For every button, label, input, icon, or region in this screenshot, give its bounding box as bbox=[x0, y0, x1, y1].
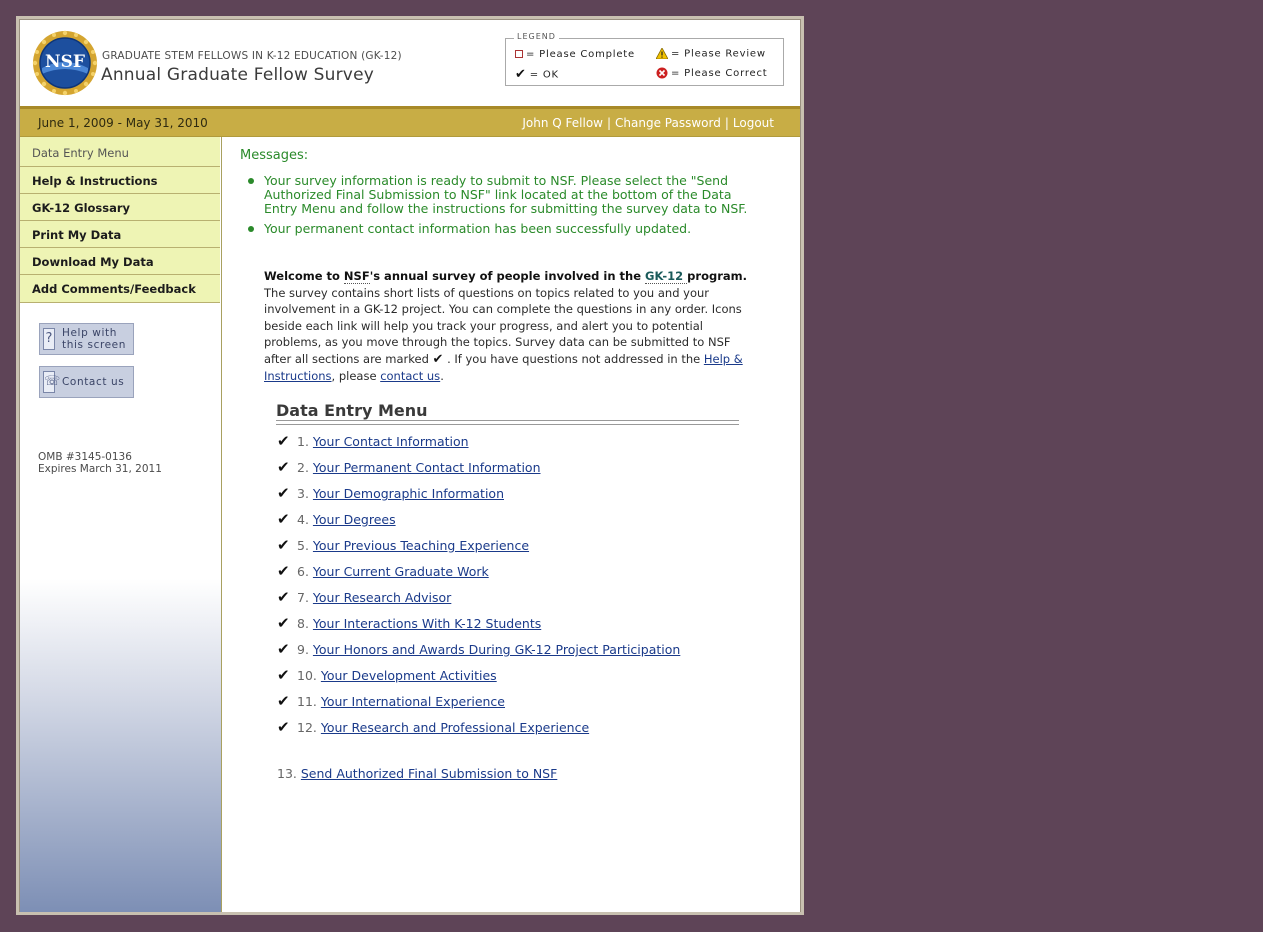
checkmark-icon: ✔ bbox=[277, 640, 290, 658]
gk12-abbr[interactable]: GK-12 bbox=[645, 269, 688, 283]
sidebar-item-print-data[interactable]: Print My Data bbox=[20, 221, 220, 248]
sidebar-menu-header: Data Entry Menu bbox=[20, 137, 220, 167]
logout-link[interactable]: Logout bbox=[732, 116, 774, 130]
page bbox=[19, 19, 801, 912]
final-submission-item: 13. Send Authorized Final Submission to NSF bbox=[277, 766, 558, 781]
phone-icon: ☏ bbox=[43, 371, 55, 393]
sidebar-item-comments-feedback[interactable]: Add Comments/Feedback bbox=[20, 275, 220, 303]
contact-information-link[interactable]: Your Contact Information bbox=[312, 434, 469, 449]
checkmark-icon: ✔ bbox=[277, 692, 290, 710]
graduate-work-link[interactable]: Your Current Graduate Work bbox=[312, 564, 489, 579]
header bbox=[20, 20, 800, 106]
contact-button-label: Contact us bbox=[62, 376, 125, 388]
question-icon: ? bbox=[43, 328, 55, 350]
final-submission-link[interactable]: Send Authorized Final Submission to NSF bbox=[300, 766, 558, 781]
sidebar-item-glossary[interactable]: GK-12 Glossary bbox=[20, 194, 220, 221]
bullet-icon bbox=[248, 178, 254, 184]
legend-please-complete: = Please Complete bbox=[515, 49, 635, 60]
checkmark-icon: ✔ bbox=[277, 536, 290, 554]
messages-title: Messages: bbox=[240, 148, 309, 163]
research-advisor-link[interactable]: Your Research Advisor bbox=[312, 590, 452, 605]
item-number: 11. Your International Experience bbox=[297, 694, 505, 709]
honors-awards-link[interactable]: Your Honors and Awards During GK-12 Project Participation bbox=[312, 642, 681, 657]
separator: | bbox=[607, 116, 612, 130]
checkmark-icon: ✔ bbox=[277, 432, 290, 450]
help-button-line1: Help with bbox=[62, 327, 117, 339]
intro-paragraph: Welcome to NSF's annual survey of people involved in the GK-12 program. The survey contains short lists of questions on topics related to you and your involvement in a GK-12 project. You can complete the questions in any order. Icons beside each link will help you track your progress, and alert you to potential problems, as you move through the topics. Survey data can be submitted to NSF after all sections are marked ✔ . If you have questions not addressed in the Help & Instructions, please contact us. bbox=[264, 269, 747, 383]
item-number: 5. Your Previous Teaching Experience bbox=[297, 538, 530, 553]
legend-box bbox=[505, 32, 784, 86]
checkmark-icon: ✔ bbox=[277, 562, 290, 580]
sidebar-item-download-data[interactable]: Download My Data bbox=[20, 248, 220, 275]
demographic-information-link[interactable]: Your Demographic Information bbox=[312, 486, 504, 501]
page-frame bbox=[16, 16, 804, 915]
contact-us-button[interactable] bbox=[39, 366, 134, 398]
item-number: 6. Your Current Graduate Work bbox=[297, 564, 489, 579]
empty-box-icon bbox=[515, 50, 523, 58]
item-number: 3. Your Demographic Information bbox=[297, 486, 504, 501]
teaching-experience-link[interactable]: Your Previous Teaching Experience bbox=[312, 538, 530, 553]
user-name-link[interactable]: John Q Fellow bbox=[522, 116, 603, 130]
intro-lead: Welcome to NSF's annual survey of people involved in the GK-12 program. bbox=[264, 269, 747, 283]
legend-please-correct: = Please Correct bbox=[656, 67, 768, 79]
k12-interactions-link[interactable]: Your Interactions With K-12 Students bbox=[312, 616, 542, 631]
degrees-link[interactable]: Your Degrees bbox=[312, 512, 396, 527]
warning-icon bbox=[656, 48, 668, 59]
data-entry-menu-title: Data Entry Menu bbox=[276, 401, 428, 420]
checkmark-icon: ✔ bbox=[277, 458, 290, 476]
page-title: Annual Graduate Fellow Survey bbox=[101, 65, 374, 85]
item-number: 2. Your Permanent Contact Information bbox=[297, 460, 541, 475]
checkmark-icon: ✔ bbox=[432, 351, 444, 367]
survey-period: June 1, 2009 - May 31, 2010 bbox=[38, 116, 208, 130]
item-number: 4. Your Degrees bbox=[297, 512, 396, 527]
message-item: Your permanent contact information has been successfully updated. bbox=[264, 222, 756, 236]
research-professional-link[interactable]: Your Research and Professional Experience bbox=[320, 720, 590, 735]
development-activities-link[interactable]: Your Development Activities bbox=[320, 668, 497, 683]
change-password-link[interactable]: Change Password bbox=[615, 116, 721, 130]
permanent-contact-link[interactable]: Your Permanent Contact Information bbox=[312, 460, 541, 475]
bullet-icon bbox=[248, 226, 254, 232]
legend-ok: ✔ = OK bbox=[515, 67, 559, 82]
help-button-line2: this screen bbox=[62, 339, 127, 351]
date-band bbox=[20, 106, 800, 137]
checkmark-icon: ✔ bbox=[277, 484, 290, 502]
item-number: 8. Your Interactions With K-12 Students bbox=[297, 616, 542, 631]
program-subtitle: GRADUATE STEM FELLOWS IN K-12 EDUCATION (GK-12) bbox=[102, 50, 402, 62]
checkmark-icon: ✔ bbox=[277, 666, 290, 684]
item-number: 9. Your Honors and Awards During GK-12 Project Participation bbox=[297, 642, 681, 657]
checkmark-icon: ✔ bbox=[277, 614, 290, 632]
checkmark-icon: ✔ bbox=[277, 588, 290, 606]
omb-info bbox=[38, 451, 162, 475]
logo-text: NSF bbox=[45, 52, 85, 72]
sidebar-item-help-instructions[interactable]: Help & Instructions bbox=[20, 167, 220, 194]
item-number: 7. Your Research Advisor bbox=[297, 590, 452, 605]
main-content bbox=[222, 137, 800, 912]
sidebar bbox=[20, 137, 222, 912]
help-screen-button[interactable] bbox=[39, 323, 134, 355]
item-number: 1. Your Contact Information bbox=[297, 434, 469, 449]
item-number: 10. Your Development Activities bbox=[297, 668, 497, 683]
item-number: 12. Your Research and Professional Experience bbox=[297, 720, 590, 735]
message-item: Your survey information is ready to submit to NSF. Please select the "Send Authorized Final Submission to NSF" link located at the bottom of the Data Entry Menu and follow the instructions for submitting the survey data to NSF. bbox=[264, 174, 756, 216]
checkmark-icon: ✔ bbox=[277, 510, 290, 528]
nsf-abbr[interactable]: NSF bbox=[343, 269, 370, 283]
divider bbox=[276, 420, 739, 425]
checkmark-icon: ✔ bbox=[277, 718, 290, 736]
contact-us-link[interactable]: contact us bbox=[380, 369, 441, 383]
separator: | bbox=[724, 116, 729, 130]
user-links bbox=[522, 116, 774, 130]
help-instructions-link[interactable]: Help & Instructions bbox=[264, 351, 743, 383]
omb-number: OMB #3145-0136 bbox=[38, 451, 132, 463]
legend-please-review: = Please Review bbox=[656, 48, 766, 60]
omb-expires: Expires March 31, 2011 bbox=[38, 463, 162, 475]
checkmark-icon: ✔ bbox=[515, 67, 527, 82]
international-experience-link[interactable]: Your International Experience bbox=[320, 694, 505, 709]
error-icon bbox=[656, 67, 668, 79]
legend-title: LEGEND bbox=[514, 32, 559, 41]
